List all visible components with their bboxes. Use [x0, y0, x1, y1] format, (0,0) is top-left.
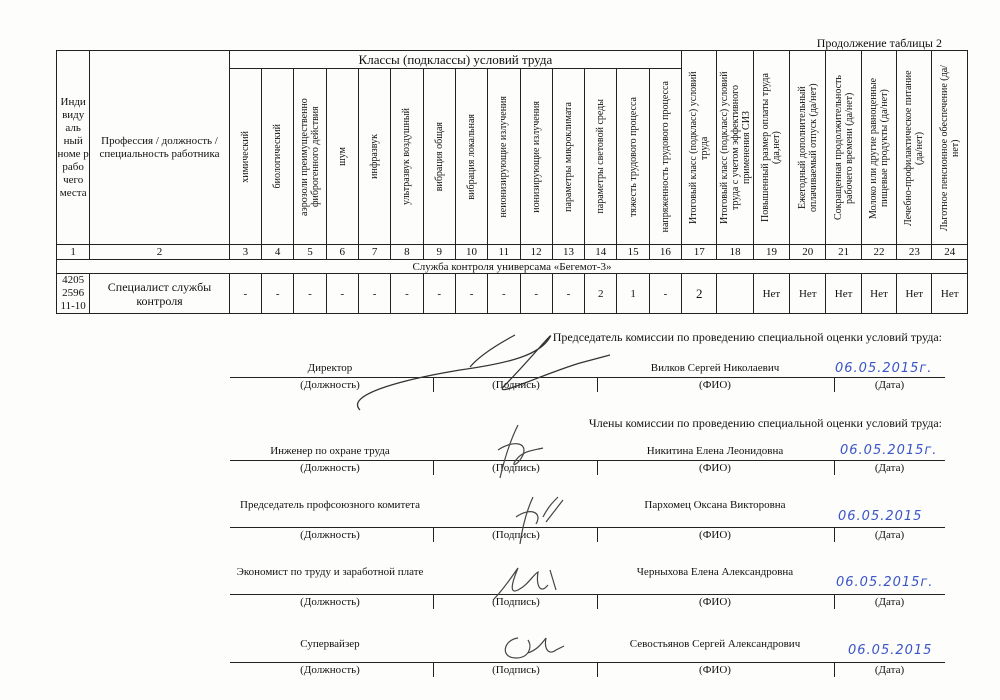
column-number: 12	[520, 245, 552, 260]
column-number: 2	[90, 245, 229, 260]
position-label: (Должность)	[300, 379, 360, 391]
divider	[597, 461, 598, 475]
member-4-name: Севостьянов Сергей Александрович	[629, 638, 801, 650]
divider	[597, 528, 598, 542]
member-1-signature	[488, 420, 548, 480]
column-number: 16	[649, 245, 681, 260]
divider	[834, 378, 835, 392]
divider	[433, 663, 434, 677]
column-number: 18	[717, 245, 753, 260]
table-row	[57, 274, 968, 314]
header-col-10: вибрация локальная	[455, 69, 487, 245]
column-number: 17	[682, 245, 717, 260]
date-label: (Дата)	[874, 379, 905, 391]
column-number: 13	[552, 245, 584, 260]
table-cell: -	[552, 274, 584, 314]
column-number: 15	[617, 245, 649, 260]
header-col-23: Лечебно-профилактическое питание (да/нет)	[897, 51, 932, 245]
signature-line	[230, 662, 945, 663]
member-3-name: Черныхова Елена Александровна	[636, 566, 794, 578]
header-col-7: инфразвук	[358, 69, 390, 245]
header-col-5: аэрозоли преимущественно фиброгенного действия	[294, 69, 326, 245]
date-label: (Дата)	[874, 529, 905, 541]
column-number: 3	[229, 245, 261, 260]
name-label: (ФИО)	[699, 379, 731, 391]
member-1-date: 06.05.2015г.	[840, 443, 938, 458]
member-1-name: Никитина Елена Леонидовна	[646, 445, 784, 457]
members-heading: Члены комиссии по проведению специальной оценки условий труда:	[588, 416, 942, 430]
divider	[834, 663, 835, 677]
signature-line	[230, 594, 945, 595]
table-cell: -	[455, 274, 487, 314]
column-number: 7	[358, 245, 390, 260]
column-number: 5	[294, 245, 326, 260]
member-2-signature	[508, 492, 568, 547]
member-3-date: 06.05.2015г.	[836, 575, 934, 590]
header-col-11: неионизирующие излучения	[488, 69, 520, 245]
header-col-22: Молоко или другие равноценные пищевые продукты (да/нет)	[861, 51, 896, 245]
header-col-15: тяжесть трудового процесса	[617, 69, 649, 245]
member-1-position: Инженер по охране труда	[270, 445, 390, 457]
chair-position: Директор	[307, 362, 353, 374]
column-number: 22	[861, 245, 896, 260]
header-col-24: Льготное пенсионное обеспечение (да/нет)	[932, 51, 968, 245]
header-col-21: Сокращенная продолжительность рабочего времени (да/нет)	[826, 51, 861, 245]
profession-cell: Специалист службы контроля	[90, 274, 229, 314]
column-number: 20	[790, 245, 826, 260]
column-number: 8	[391, 245, 423, 260]
table-cell: Нет	[753, 274, 789, 314]
profession-header: Профессия / должность / специальность работника	[90, 51, 229, 245]
column-numbers-row	[57, 245, 968, 260]
header-col-18: Итоговый класс (подкласс) условий труда с учетом эффективного применения СИЗ	[717, 51, 753, 245]
column-number: 11	[488, 245, 520, 260]
divider	[597, 595, 598, 609]
divider	[433, 528, 434, 542]
member-3-position: Экономист по труду и заработной плате	[236, 566, 424, 578]
table-cell: -	[649, 274, 681, 314]
chair-heading: Председатель комиссии по проведению специальной оценки условий труда:	[552, 330, 942, 344]
table-cell: -	[262, 274, 294, 314]
header-col-8: ультразвук воздушный	[391, 69, 423, 245]
continuation-label: Продолжение таблицы 2	[816, 36, 942, 50]
column-number: 14	[585, 245, 617, 260]
divider	[597, 663, 598, 677]
column-number: 9	[423, 245, 455, 260]
table-cell: -	[294, 274, 326, 314]
table-cell: -	[358, 274, 390, 314]
date-label: (Дата)	[874, 596, 905, 608]
position-label: (Должность)	[300, 529, 360, 541]
header-col-3: химический	[229, 69, 261, 245]
signature-line	[230, 460, 945, 461]
column-number: 10	[455, 245, 487, 260]
header-col-4: биологический	[262, 69, 294, 245]
header-col-17: Итоговый класс (подкласс) условий труда	[682, 51, 717, 245]
member-4-signature	[498, 628, 568, 668]
divider	[433, 595, 434, 609]
signature-line	[230, 527, 945, 528]
name-label: (ФИО)	[699, 664, 731, 676]
divider	[834, 595, 835, 609]
chair-name: Вилков Сергей Николаевич	[650, 362, 780, 374]
table-cell: -	[229, 274, 261, 314]
member-2-position: Председатель профсоюзного комитета	[240, 499, 420, 511]
table-cell: -	[326, 274, 358, 314]
table-cell: Нет	[790, 274, 826, 314]
column-number: 21	[826, 245, 861, 260]
table-cell: Нет	[932, 274, 968, 314]
name-label: (ФИО)	[699, 529, 731, 541]
signature-label: (Подпись)	[492, 529, 540, 541]
signature-label: (Подпись)	[492, 596, 540, 608]
header-col-9: вибрация общая	[423, 69, 455, 245]
table-cell: -	[423, 274, 455, 314]
date-label: (Дата)	[874, 462, 905, 474]
final-class-cell: 2	[682, 274, 717, 314]
chair-signature	[340, 325, 620, 420]
table-cell: -	[488, 274, 520, 314]
section-title: Служба контроля универсама «Бегемот-3»	[57, 260, 968, 274]
member-3-signature	[488, 560, 568, 605]
table-cell: Нет	[897, 274, 932, 314]
header-col-16: напряженность трудового процесса	[649, 69, 681, 245]
divider	[834, 461, 835, 475]
member-2-name: Пархомец Оксана Викторовна	[644, 499, 786, 511]
member-4-date: 06.05.2015	[848, 643, 933, 658]
position-label: (Должность)	[300, 596, 360, 608]
header-col-13: параметры микроклимата	[552, 69, 584, 245]
table-cell: Нет	[861, 274, 896, 314]
signature-label: (Подпись)	[492, 462, 540, 474]
header-col-12: ионизирующие излучения	[520, 69, 552, 245]
header-col-19: Повышенный размер оплаты труда (да,нет)	[753, 51, 789, 245]
column-number: 24	[932, 245, 968, 260]
table-cell: 2	[585, 274, 617, 314]
column-number: 23	[897, 245, 932, 260]
header-col-6: шум	[326, 69, 358, 245]
column-number: 4	[262, 245, 294, 260]
header-col-14: параметры световой среды	[585, 69, 617, 245]
divider	[834, 528, 835, 542]
column-number: 1	[57, 245, 90, 260]
member-2-date: 06.05.2015	[838, 509, 923, 524]
classes-group-header: Классы (подклассы) условий труда	[229, 51, 681, 69]
signature-label: (Подпись)	[492, 664, 540, 676]
table-cell: -	[520, 274, 552, 314]
name-label: (ФИО)	[699, 596, 731, 608]
position-label: (Должность)	[300, 462, 360, 474]
signature-label: (Подпись)	[492, 379, 540, 391]
chair-date: 06.05.2015г.	[835, 361, 933, 376]
date-label: (Дата)	[874, 664, 905, 676]
working-conditions-table	[56, 50, 968, 314]
name-label: (ФИО)	[699, 462, 731, 474]
divider	[433, 461, 434, 475]
workplace-number-header: Инди виду аль ный номе р рабо чего места	[57, 51, 90, 245]
table-cell: -	[391, 274, 423, 314]
column-number: 6	[326, 245, 358, 260]
workplace-number: 4205 2596 11-10	[57, 274, 90, 314]
header-col-20: Ежегодный дополнительный оплачиваемый отпуск (да/нет)	[790, 51, 826, 245]
table-cell: 1	[617, 274, 649, 314]
member-4-position: Супервайзер	[300, 638, 360, 650]
column-number: 19	[753, 245, 789, 260]
position-label: (Должность)	[300, 664, 360, 676]
table-cell: Нет	[826, 274, 861, 314]
table-cell	[717, 274, 753, 314]
